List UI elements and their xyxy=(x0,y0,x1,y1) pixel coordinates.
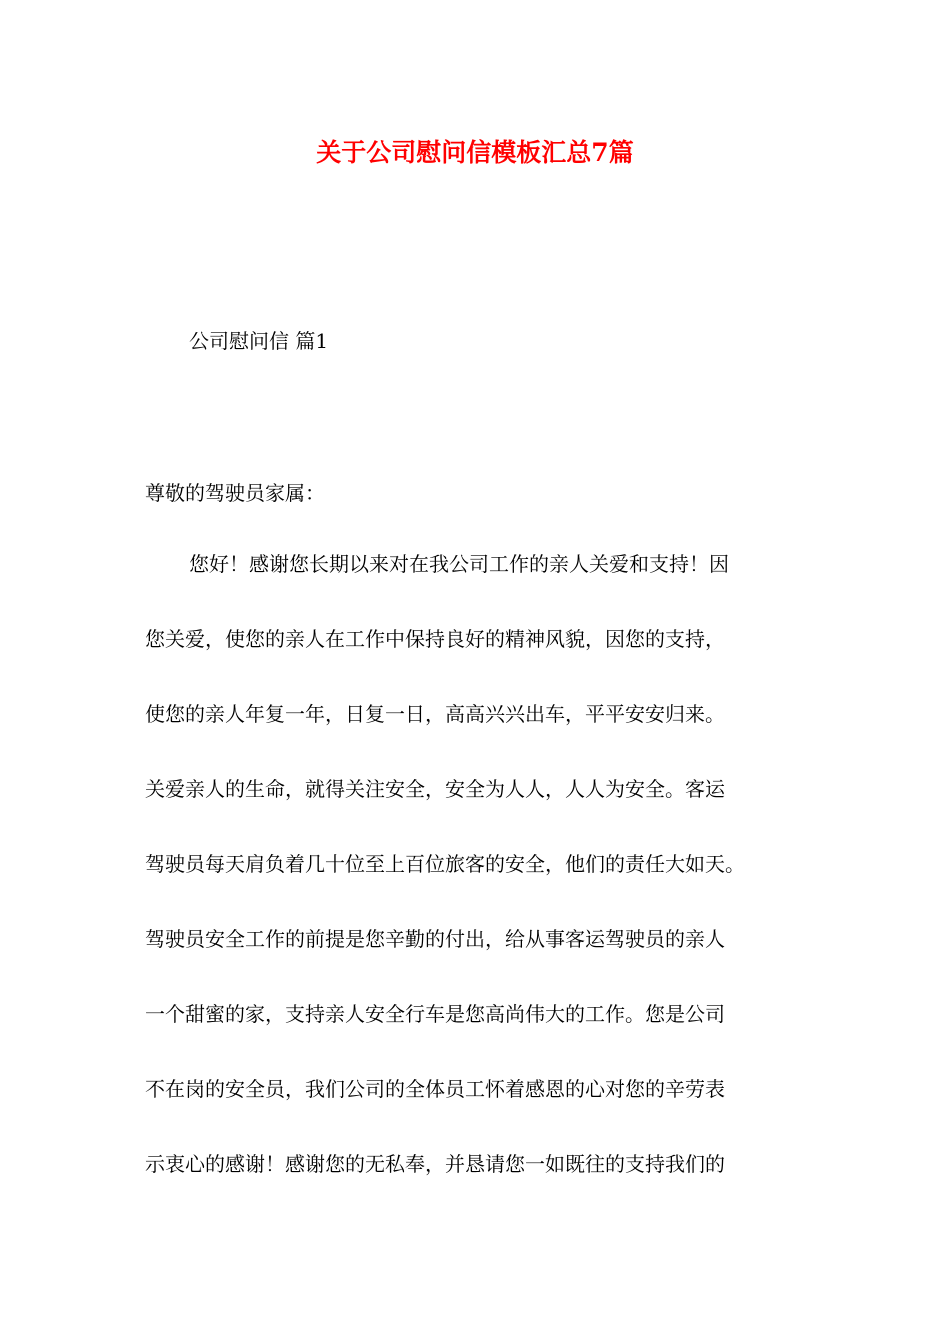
body-line: 驾驶员安全工作的前提是您辛勤的付出，给从事客运驾驶员的亲人 xyxy=(145,927,725,951)
letter-salutation: 尊敬的驾驶员家属： xyxy=(145,481,325,505)
body-line: 您关爱，使您的亲人在工作中保持良好的精神风貌，因您的支持， xyxy=(145,627,725,651)
body-line: 不在岗的安全员，我们公司的全体员工怀着感恩的心对您的辛劳表 xyxy=(145,1077,725,1101)
body-line: 驾驶员每天肩负着几十位至上百位旅客的安全，他们的责任大如天。 xyxy=(145,852,745,876)
body-line: 一个甜蜜的家，支持亲人安全行车是您高尚伟大的工作。您是公司 xyxy=(145,1002,725,1026)
body-line: 使您的亲人年复一年，日复一日，高高兴兴出车，平平安安归来。 xyxy=(145,702,725,726)
section-heading: 公司慰问信 篇1 xyxy=(189,329,329,353)
body-line: 示衷心的感谢！感谢您的无私奉，并恳请您一如既往的支持我们的 xyxy=(145,1152,725,1176)
body-line: 您好！感谢您长期以来对在我公司工作的亲人关爱和支持！因 xyxy=(189,552,729,576)
body-line: 关爱亲人的生命，就得关注安全，安全为人人，人人为安全。客运 xyxy=(145,777,725,801)
document-title: 关于公司慰问信模板汇总7篇 xyxy=(316,138,634,167)
